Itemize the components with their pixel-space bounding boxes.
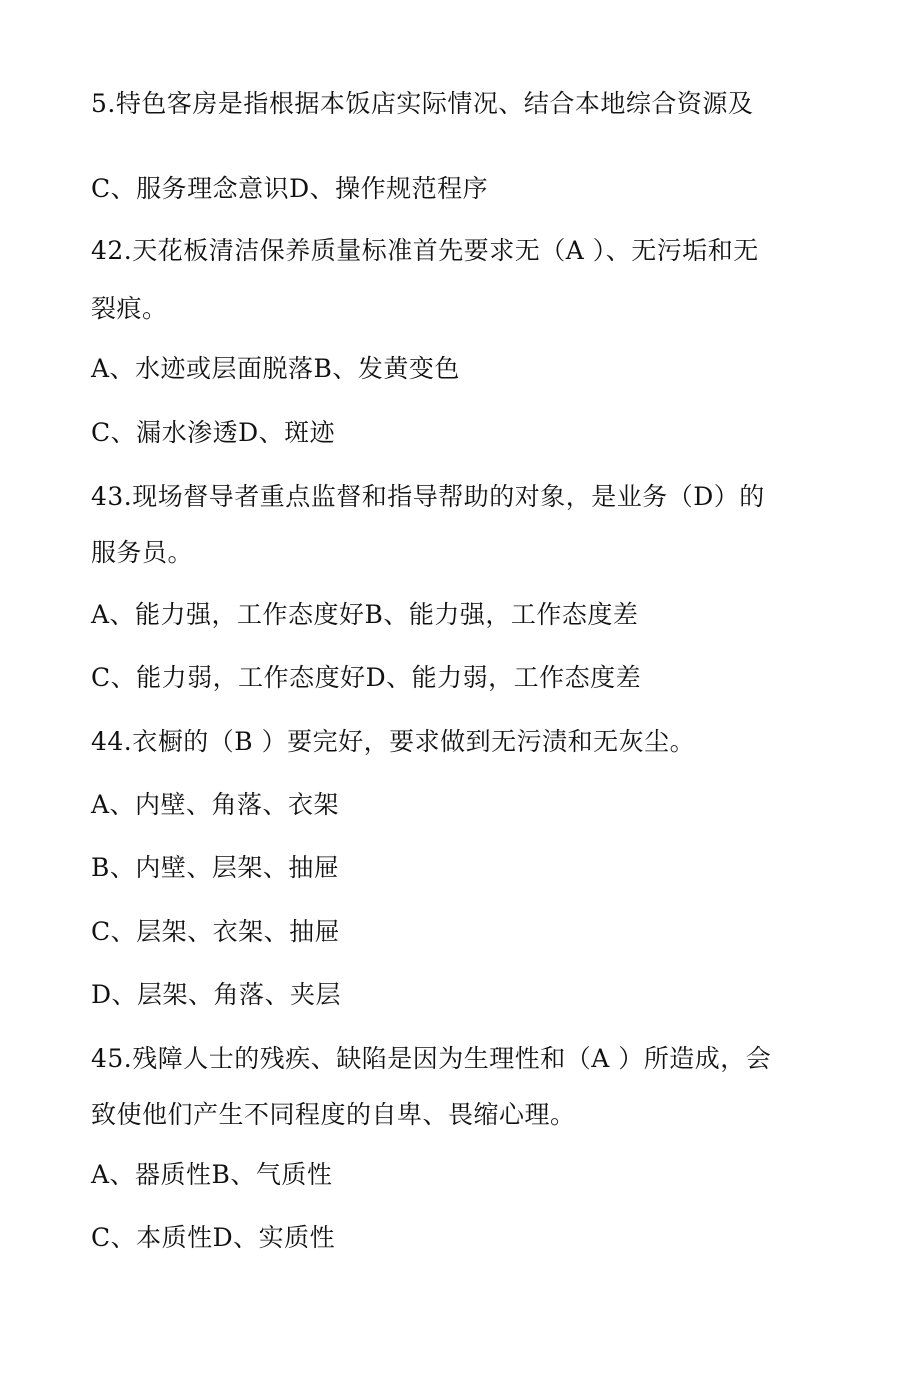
- question-44-option-a: A、内壁、角落、衣架: [91, 790, 340, 819]
- question-5-stem: 5.特色客房是指根据本饭店实际情况、结合本地综合资源及: [91, 89, 754, 118]
- question-43-options-ab: A、能力强，工作态度好B、能力强，工作态度差: [91, 600, 639, 629]
- question-44-stem: 44.衣橱的（B ）要完好，要求做到无污渍和无灰尘。: [91, 727, 696, 756]
- question-5-options-cd: C、服务理念意识D、操作规范程序: [91, 174, 489, 203]
- question-42-options-cd: C、漏水渗透D、斑迹: [91, 418, 336, 447]
- question-45-stem-line-2: 致使他们产生不同程度的自卑、畏缩心理。: [91, 1100, 576, 1129]
- question-43-stem-line-2: 服务员。: [91, 538, 194, 567]
- question-44-option-b: B、内壁、层架、抽屉: [91, 853, 340, 882]
- question-44-option-c: C、层架、衣架、抽屉: [91, 917, 341, 946]
- question-42-stem-line-2: 裂痕。: [91, 294, 168, 323]
- question-43-stem-line-1: 43.现场督导者重点监督和指导帮助的对象，是业务（D）的: [91, 482, 765, 511]
- question-42-stem-line-1: 42.天花板清洁保养质量标准首先要求无（A ）、无污垢和无: [91, 236, 759, 265]
- question-45-options-cd: C、本质性D、实质性: [91, 1223, 336, 1252]
- question-45-options-ab: A、器质性B、气质性: [91, 1160, 333, 1189]
- question-42-options-ab: A、水迹或层面脱落B、发黄变色: [91, 354, 460, 383]
- question-43-options-cd: C、能力弱，工作态度好D、能力弱，工作态度差: [91, 663, 642, 692]
- question-45-stem-line-1: 45.残障人士的残疾、缺陷是因为生理性和（A ）所造成，会: [91, 1044, 772, 1073]
- question-44-option-d: D、层架、角落、夹层: [91, 980, 342, 1009]
